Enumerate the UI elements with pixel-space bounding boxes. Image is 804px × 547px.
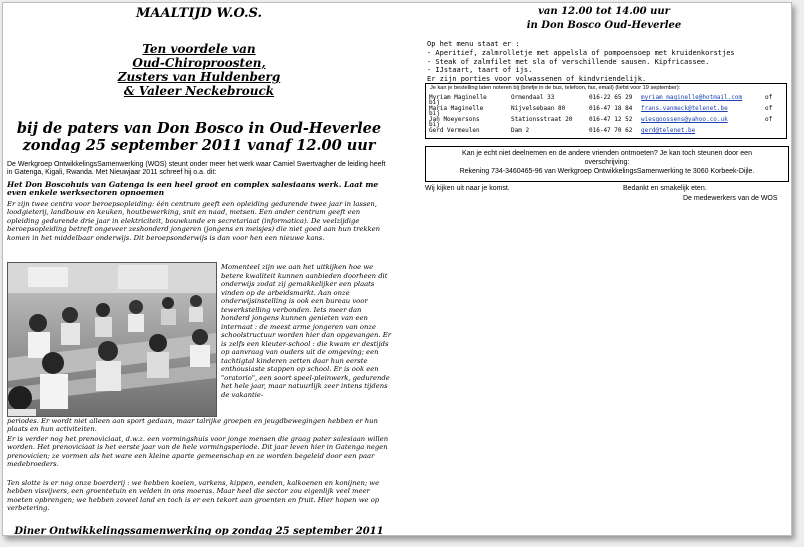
prenoviciate-paragraph: Er is verder nog het prenoviciaat, d.w.z. een vormingshuis voor jonge mensen die graag pater salesiaan willen worden. Het prenoviciaat is het eerste jaar van de hele vormingsperiode. Dit jaar leven hier in Gatenga negen prenovicien; ze vormen als het ware een kleine aparte gemeenschap en ze worden begeleid door een paar medebroeders. (7, 435, 389, 469)
school-facilities-text: Momenteel zijn we aan het uitkijken hoe we betere kwaliteit kunnen aanbieden doorheen dit onderwijs zodat zij gemakkelijker een plaats vinden op de arbeidsmarkt. Aan onze onderwijsinstelling is ook een bureau voor tewerkstelling verbonden. Iets meer dan honderd jongens kunnen genieten van een internaat : de meest arme jongeren van onze schoolstructuur worden hier dan opgevangen. Er is zelfs een kleuter-school : die kwam er destijds op aanvraag van ouders uit de omgeving; een tachtigtal kinderen zetten daar hun eerste enthousiaste stappen op school. Er is ook een "oratorio", een soort speel-pleinwerk, gedurende het hele jaar, maar natuurlijk zeer intens tijdens de vakantie- (221, 263, 391, 399)
donation-question: Kan je echt niet deelnemen en de andere vrienden ontmoeten? Je kan toch steunen door een (462, 150, 752, 157)
benefit-line-1: Ten voordele van (142, 42, 256, 56)
contact-suffix: of (765, 105, 773, 112)
closing-left: Wij kijken uit naar je komst. (425, 185, 510, 192)
contact-name: Maria Maginelle (429, 105, 484, 112)
menu-heading: Op het menu staat er : (427, 40, 520, 48)
farm-paragraph: Ten slotte is er nog onze boerderij : we hebben koeien, varkens, kippen, eenden, kalkoenen en konijnen; we hebben visvijvers, een groentetuin en velden in ons moeras. Maar heel die sector zou eigenlijk veel meer moeten opbrengen; we hebben zoveel land en toch is er een tekort aan groenten en fruit. Hier hopen we op verbetering. (7, 479, 380, 513)
contact-box (425, 83, 787, 139)
contact-prefix: bij (429, 110, 440, 117)
contact-email-link[interactable]: myriam_maginelle@hotmail.com (641, 94, 743, 101)
classroom-photo (7, 262, 217, 417)
oratorio-paragraph: periodes. Er wordt niet alleen aan sport gedaan, maar talrijke groepen en jeugdbewegingen hebben er hun plaats en hun activiteiten. (7, 417, 378, 434)
contact-name: Gerd Vermeulen (429, 127, 480, 134)
menu-portions: Er zijn porties voor volwassenen of kindvriendelijk. (427, 75, 647, 84)
menu-item-main: - Steak of zalmfilet met sla of verschillende sausen. Kipfricassee. (427, 57, 710, 66)
right-column (419, 5, 789, 533)
page-title: MAALTIJD W.O.S. (136, 6, 262, 21)
donation-box (425, 146, 789, 182)
contact-email-link[interactable]: gerd@telenet.be (641, 127, 696, 134)
donation-account: Rekening 734-3460465-96 van Werkgroep OntwikkelingsSamenwerking te 3060 Korbeek-Dijle. (459, 168, 755, 175)
intro-paragraph: De Werkgroep OntwikkelingsSamenwerking (WOS) steunt onder meer het werk waar Camiel Swertvagher de leiding heeft in Gatenga, Kigali, Rwanda. Met Nieuwjaar 2011 schreef hij o.a. dit: (7, 161, 386, 177)
booking-note: Je kan je bestelling laten noteren bij (briefje in de bus, telefoon, fax, email) (liefst voor 19 september): (430, 85, 681, 91)
document-page (2, 2, 792, 536)
contact-name: Myriam Maginelle (429, 94, 487, 101)
contact-email-link[interactable]: wiesgoossens@yahoo.co.uk (641, 116, 728, 123)
contact-phone: 016-47 12 52 (589, 116, 633, 123)
classroom-photo-drawing (8, 263, 216, 416)
contact-phone: 016-22 65 29 (589, 94, 633, 101)
contact-prefix: bij (429, 121, 440, 128)
event-time: van 12.00 tot 14.00 uur (538, 6, 670, 17)
event-date: zondag 25 september 2011 vanaf 12.00 uur (22, 137, 376, 154)
left-column (7, 5, 391, 536)
menu-block (427, 40, 787, 84)
vocational-paragraph: Er zijn twee centra voor beroepsopleiding: één centrum geeft een opleiding gedurende twee jaar in lassen, loodgieterij, landbouw en keuken, houtbewerking, snit en naad, metsen. Een ander centrum geeft een opleiding gedurende drie jaar in elektriciteit, bouwkunde en secretariaat (informatica). De veelzijdige beroepsopleiding betreft ongeveer zeshonderd jongeren (jongens en meisjes) die niet goed aan hun trekken komen in het middelbaar onderwijs. Dit beroepsonderwijs is dan voor hen een nieuwe kans. (7, 200, 381, 242)
event-location: bij de paters van Don Bosco in Oud-Heverlee (16, 120, 382, 137)
contact-address: Nijvelsebaan 80 (511, 105, 566, 112)
contact-prefix: bij (429, 99, 440, 106)
contact-address: Stationsstraat 20 (511, 116, 573, 123)
footer-title: Diner Ontwikkelingssamenwerking op zondag 25 september 2011 (14, 526, 384, 536)
menu-item-starter: - Aperitief, zalmrolletje met appelsla of pompoensoep met kruidenkorstjes (427, 48, 735, 57)
menu-item-dessert: - IJstaart, taart of ijs. (427, 66, 533, 75)
contact-phone: 016-47 70 62 (589, 127, 633, 134)
signature: De medewerkers van de WOS (683, 195, 778, 202)
benefit-line-4: & Valeer Neckebrouck (123, 84, 275, 98)
contact-address: Ormendaal 33 (511, 94, 555, 101)
event-place: in Don Bosco Oud-Heverlee (526, 20, 682, 31)
lead-paragraph: Het Don Boscohuis van Gatenga is een heel groot en complex salesiaans werk. Laat me even enkele werksectoren opnoemen (7, 180, 379, 198)
contact-suffix: of (765, 94, 773, 101)
benefit-line-2: Oud-Chiroproosten, (132, 56, 266, 70)
benefit-line-3: Zusters van Huldenberg (117, 70, 281, 84)
contact-phone: 016-47 18 84 (589, 105, 633, 112)
contact-address: Dam 2 (511, 127, 530, 134)
donation-transfer-label: overschrijving: (584, 159, 630, 166)
contact-email-link[interactable]: frans.vanmeck@telenet.be (641, 105, 728, 112)
closing-right: Bedankt en smakelijk eten. (623, 185, 707, 192)
contact-suffix: of (765, 116, 773, 123)
contact-name: Jan Moeyersons (429, 116, 480, 123)
